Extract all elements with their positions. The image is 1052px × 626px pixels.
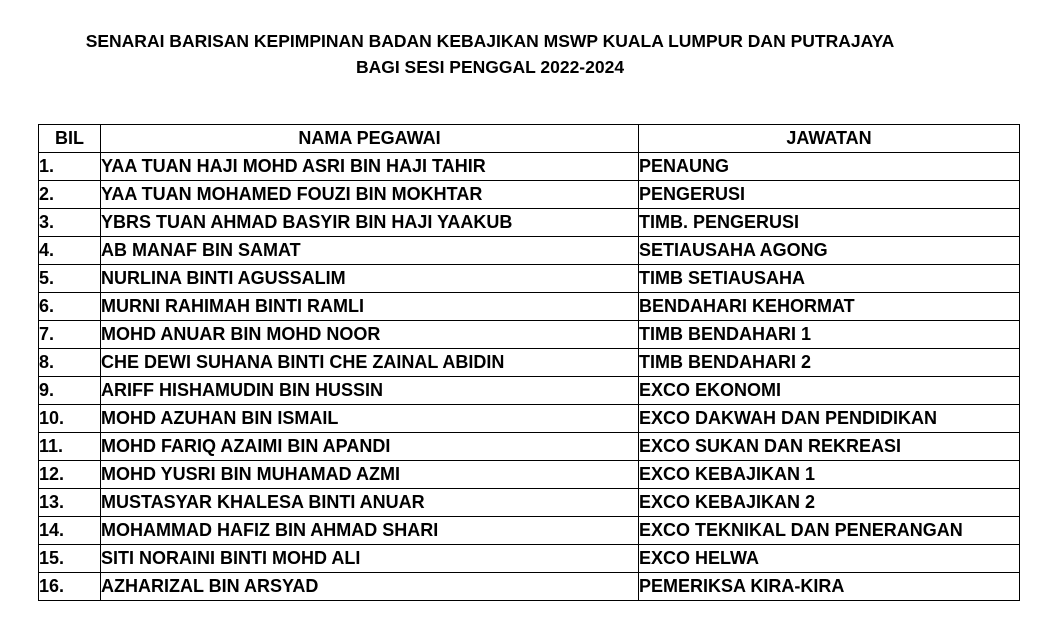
table-row	[39, 433, 1020, 461]
row-number: 13.	[39, 489, 101, 517]
table-row	[39, 573, 1020, 601]
officer-name: YAA TUAN HAJI MOHD ASRI BIN HAJI TAHIR	[101, 153, 639, 181]
table-row	[39, 237, 1020, 265]
officer-name: MOHD FARIQ AZAIMI BIN APANDI	[101, 433, 639, 461]
position: TIMB. PENGERUSI	[639, 209, 1020, 237]
row-number: 9.	[39, 377, 101, 405]
position: PEMERIKSA KIRA-KIRA	[639, 573, 1020, 601]
row-number: 15.	[39, 545, 101, 573]
title-line-1: SENARAI BARISAN KEPIMPINAN BADAN KEBAJIKAN MSWP KUALA LUMPUR DAN PUTRAJAYA	[85, 31, 895, 51]
header-nama-pegawai: NAMA PEGAWAI	[101, 125, 639, 153]
row-number: 12.	[39, 461, 101, 489]
row-number: 16.	[39, 573, 101, 601]
officer-name: MOHD AZUHAN BIN ISMAIL	[101, 405, 639, 433]
position: EXCO TEKNIKAL DAN PENERANGAN	[639, 517, 1020, 545]
officer-name: SITI NORAINI BINTI MOHD ALI	[101, 545, 639, 573]
officer-name: AZHARIZAL BIN ARSYAD	[101, 573, 639, 601]
position: BENDAHARI KEHORMAT	[639, 293, 1020, 321]
officer-name: YAA TUAN MOHAMED FOUZI BIN MOKHTAR	[101, 181, 639, 209]
officer-name: MURNI RAHIMAH BINTI RAMLI	[101, 293, 639, 321]
table-row	[39, 405, 1020, 433]
header-jawatan: JAWATAN	[639, 125, 1020, 153]
table-row	[39, 265, 1020, 293]
row-number: 2.	[39, 181, 101, 209]
row-number: 7.	[39, 321, 101, 349]
table-header-row	[39, 125, 1020, 153]
officer-name: NURLINA BINTI AGUSSALIM	[101, 265, 639, 293]
table-row	[39, 545, 1020, 573]
table-row	[39, 517, 1020, 545]
row-number: 5.	[39, 265, 101, 293]
row-number: 11.	[39, 433, 101, 461]
position: PENAUNG	[639, 153, 1020, 181]
table-row	[39, 489, 1020, 517]
position: PENGERUSI	[639, 181, 1020, 209]
table-row	[39, 153, 1020, 181]
position: EXCO DAKWAH DAN PENDIDIKAN	[639, 405, 1020, 433]
position: TIMB SETIAUSAHA	[639, 265, 1020, 293]
position: EXCO KEBAJIKAN 2	[639, 489, 1020, 517]
row-number: 4.	[39, 237, 101, 265]
table-row	[39, 321, 1020, 349]
row-number: 8.	[39, 349, 101, 377]
row-number: 3.	[39, 209, 101, 237]
officer-name: ARIFF HISHAMUDIN BIN HUSSIN	[101, 377, 639, 405]
position: EXCO HELWA	[639, 545, 1020, 573]
officer-name: CHE DEWI SUHANA BINTI CHE ZAINAL ABIDIN	[101, 349, 639, 377]
table-row	[39, 377, 1020, 405]
table-row	[39, 461, 1020, 489]
committee-table	[38, 124, 1020, 601]
officer-name: MOHD ANUAR BIN MOHD NOOR	[101, 321, 639, 349]
row-number: 6.	[39, 293, 101, 321]
table-row	[39, 349, 1020, 377]
row-number: 14.	[39, 517, 101, 545]
document-title	[40, 28, 940, 80]
header-bil: BIL	[39, 125, 101, 153]
officer-name: MOHD YUSRI BIN MUHAMAD AZMI	[101, 461, 639, 489]
officer-name: MUSTASYAR KHALESA BINTI ANUAR	[101, 489, 639, 517]
officer-name: YBRS TUAN AHMAD BASYIR BIN HAJI YAAKUB	[101, 209, 639, 237]
position: TIMB BENDAHARI 1	[639, 321, 1020, 349]
officer-name: AB MANAF BIN SAMAT	[101, 237, 639, 265]
position: EXCO SUKAN DAN REKREASI	[639, 433, 1020, 461]
officer-name: MOHAMMAD HAFIZ BIN AHMAD SHARI	[101, 517, 639, 545]
title-line-2: BAGI SESI PENGGAL 2022-2024	[355, 57, 625, 77]
table-row	[39, 293, 1020, 321]
position: TIMB BENDAHARI 2	[639, 349, 1020, 377]
position: SETIAUSAHA AGONG	[639, 237, 1020, 265]
position: EXCO KEBAJIKAN 1	[639, 461, 1020, 489]
table-row	[39, 209, 1020, 237]
row-number: 1.	[39, 153, 101, 181]
table-row	[39, 181, 1020, 209]
row-number: 10.	[39, 405, 101, 433]
position: EXCO EKONOMI	[639, 377, 1020, 405]
